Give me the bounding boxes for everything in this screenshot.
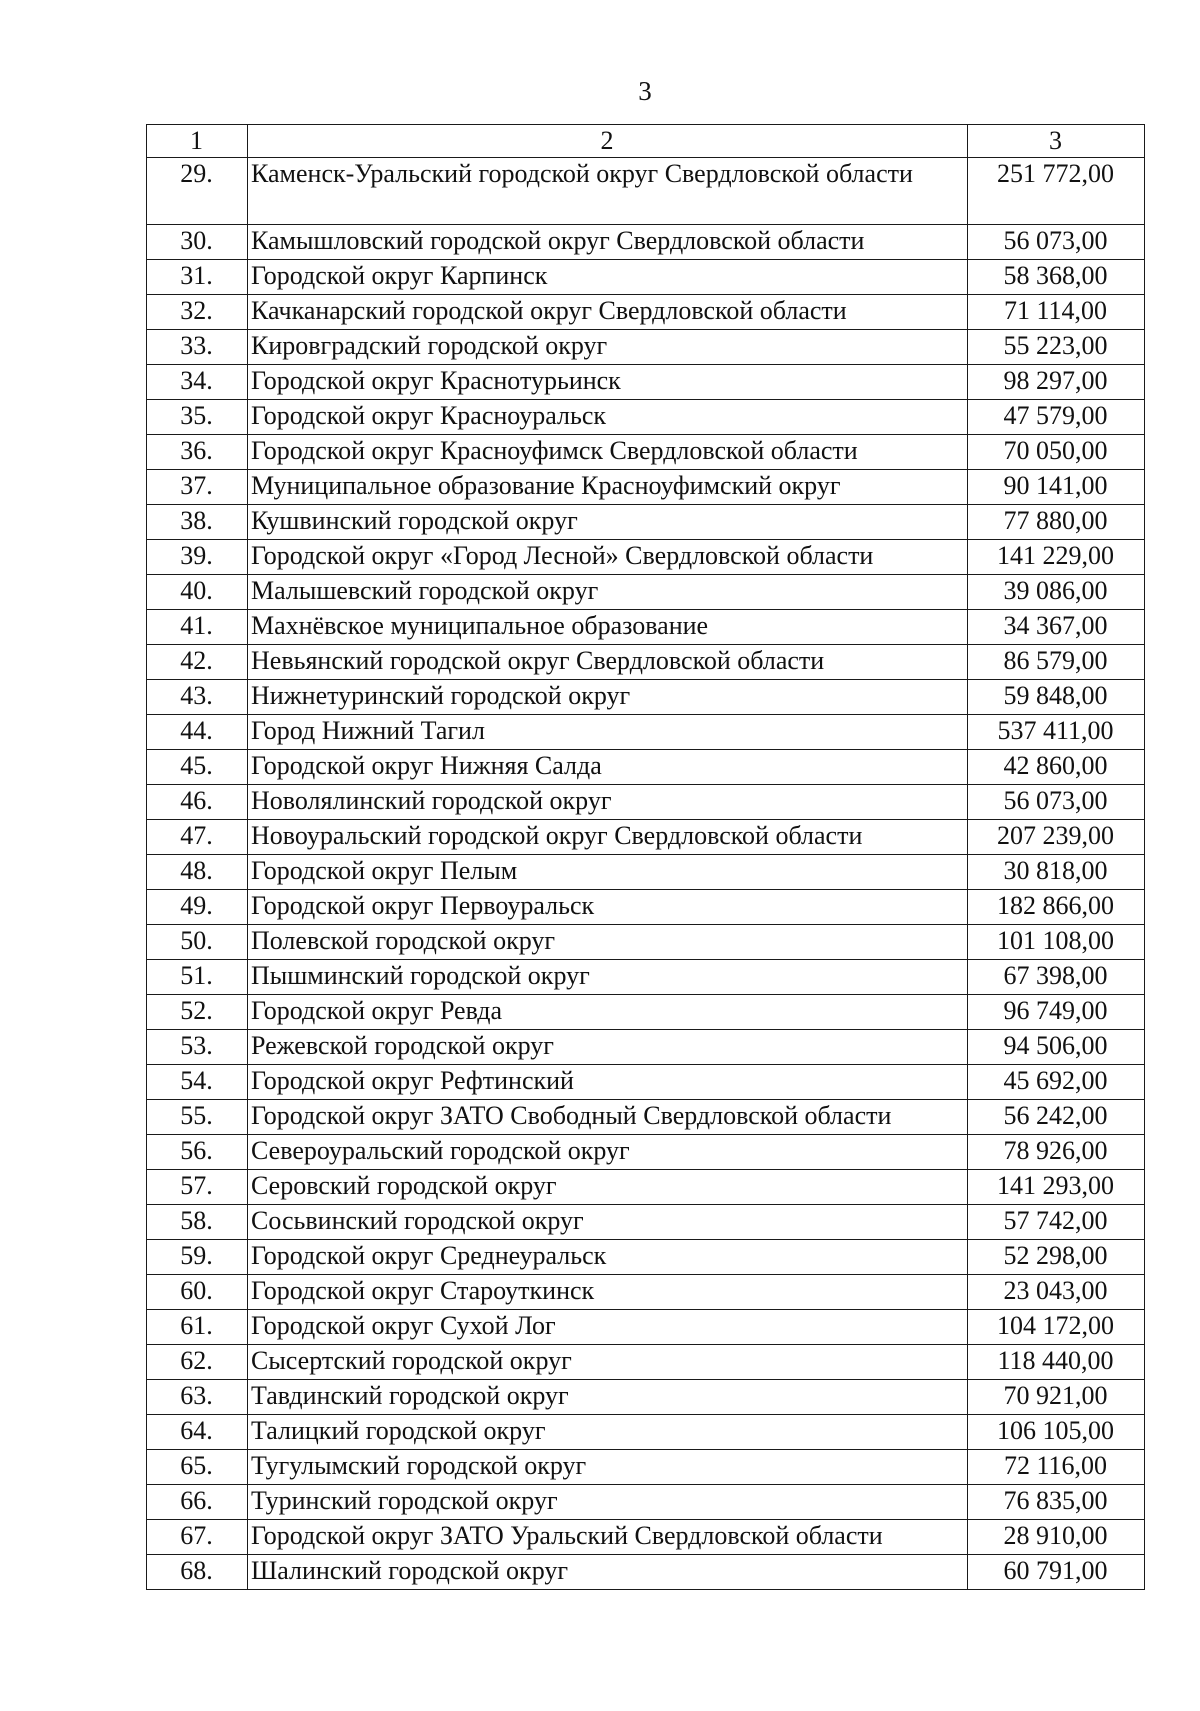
amount-value: 94 506,00 (968, 1030, 1145, 1065)
row-number: 53. (147, 1030, 248, 1065)
row-number: 36. (147, 435, 248, 470)
municipality-name: Шалинский городской округ (248, 1555, 968, 1590)
table-row (147, 540, 1145, 575)
row-number: 63. (147, 1380, 248, 1415)
municipality-name: Тавдинский городской округ (248, 1380, 968, 1415)
amount-value: 60 791,00 (968, 1555, 1145, 1590)
table-row (147, 295, 1145, 330)
amount-value: 106 105,00 (968, 1415, 1145, 1450)
amount-value: 76 835,00 (968, 1485, 1145, 1520)
amount-value: 182 866,00 (968, 890, 1145, 925)
municipality-name: Городской округ Пелым (248, 855, 968, 890)
municipality-name: Городской округ Сухой Лог (248, 1310, 968, 1345)
row-number: 31. (147, 260, 248, 295)
amount-value: 72 116,00 (968, 1450, 1145, 1485)
municipality-name: Кушвинский городской округ (248, 505, 968, 540)
row-number: 51. (147, 960, 248, 995)
table-row (147, 575, 1145, 610)
table-row (147, 260, 1145, 295)
municipality-name: Городской округ ЗАТО Свободный Свердловской области (248, 1100, 968, 1135)
municipality-name: Каменск-Уральский городской округ Свердловской области (248, 158, 968, 225)
municipality-name: Тугулымский городской округ (248, 1450, 968, 1485)
amount-value: 70 921,00 (968, 1380, 1145, 1415)
row-number: 43. (147, 680, 248, 715)
municipality-name: Городской округ Краснотурьинск (248, 365, 968, 400)
row-number: 54. (147, 1065, 248, 1100)
row-number: 55. (147, 1100, 248, 1135)
table-row (147, 820, 1145, 855)
amount-value: 58 368,00 (968, 260, 1145, 295)
header-cell-2: 2 (248, 125, 968, 158)
page-number: 3 (638, 76, 652, 106)
table-row (147, 1345, 1145, 1380)
amount-value: 42 860,00 (968, 750, 1145, 785)
row-number: 52. (147, 995, 248, 1030)
amount-value: 90 141,00 (968, 470, 1145, 505)
table-row (147, 400, 1145, 435)
amount-value: 56 073,00 (968, 785, 1145, 820)
row-number: 62. (147, 1345, 248, 1380)
row-number: 29. (147, 158, 248, 225)
row-number: 48. (147, 855, 248, 890)
row-number: 50. (147, 925, 248, 960)
amount-value: 45 692,00 (968, 1065, 1145, 1100)
amount-value: 39 086,00 (968, 575, 1145, 610)
row-number: 61. (147, 1310, 248, 1345)
header-cell-3: 3 (968, 125, 1145, 158)
row-number: 32. (147, 295, 248, 330)
amount-value: 56 073,00 (968, 225, 1145, 260)
municipality-name: Новолялинский городской округ (248, 785, 968, 820)
municipality-name: Город Нижний Тагил (248, 715, 968, 750)
amount-value: 141 229,00 (968, 540, 1145, 575)
amount-value: 98 297,00 (968, 365, 1145, 400)
amount-value: 251 772,00 (968, 158, 1145, 225)
table-row (147, 890, 1145, 925)
municipality-name: Талицкий городской округ (248, 1415, 968, 1450)
table-row (147, 330, 1145, 365)
row-number: 45. (147, 750, 248, 785)
municipality-name: Туринский городской округ (248, 1485, 968, 1520)
row-number: 56. (147, 1135, 248, 1170)
amount-value: 207 239,00 (968, 820, 1145, 855)
table-row (147, 785, 1145, 820)
row-number: 37. (147, 470, 248, 505)
table-row (147, 1100, 1145, 1135)
amount-value: 56 242,00 (968, 1100, 1145, 1135)
row-number: 58. (147, 1205, 248, 1240)
amount-value: 96 749,00 (968, 995, 1145, 1030)
municipality-name: Городской округ Первоуральск (248, 890, 968, 925)
table-row (147, 645, 1145, 680)
municipality-name: Городской округ Красноуральск (248, 400, 968, 435)
table-row (147, 1520, 1145, 1555)
table-row (147, 750, 1145, 785)
municipality-name: Городской округ ЗАТО Уральский Свердловской области (248, 1520, 968, 1555)
table-row (147, 470, 1145, 505)
municipality-name: Городской округ Староуткинск (248, 1275, 968, 1310)
amount-value: 78 926,00 (968, 1135, 1145, 1170)
row-number: 46. (147, 785, 248, 820)
municipality-name: Сосьвинский городской округ (248, 1205, 968, 1240)
amount-value: 59 848,00 (968, 680, 1145, 715)
amount-value: 141 293,00 (968, 1170, 1145, 1205)
amount-value: 34 367,00 (968, 610, 1145, 645)
row-number: 64. (147, 1415, 248, 1450)
table-row (147, 1485, 1145, 1520)
header-cell-1: 1 (147, 125, 248, 158)
amount-value: 52 298,00 (968, 1240, 1145, 1275)
municipality-name: Нижнетуринский городской округ (248, 680, 968, 715)
amount-value: 537 411,00 (968, 715, 1145, 750)
table-row (147, 505, 1145, 540)
table-row (147, 1275, 1145, 1310)
row-number: 40. (147, 575, 248, 610)
amount-value: 23 043,00 (968, 1275, 1145, 1310)
amount-value: 28 910,00 (968, 1520, 1145, 1555)
table-row (147, 1205, 1145, 1240)
row-number: 30. (147, 225, 248, 260)
table-row (147, 1555, 1145, 1590)
table-row (147, 225, 1145, 260)
row-number: 33. (147, 330, 248, 365)
row-number: 47. (147, 820, 248, 855)
amount-value: 55 223,00 (968, 330, 1145, 365)
municipality-name: Малышевский городской округ (248, 575, 968, 610)
municipality-name: Городской округ Карпинск (248, 260, 968, 295)
row-number: 34. (147, 365, 248, 400)
municipality-name: Городской округ Ревда (248, 995, 968, 1030)
municipality-name: Городской округ Красноуфимск Свердловской области (248, 435, 968, 470)
amount-value: 104 172,00 (968, 1310, 1145, 1345)
table-row (147, 1240, 1145, 1275)
amount-value: 71 114,00 (968, 295, 1145, 330)
row-number: 67. (147, 1520, 248, 1555)
table-row (147, 1135, 1145, 1170)
municipality-name: Пышминский городской округ (248, 960, 968, 995)
table-row (147, 995, 1145, 1030)
row-number: 68. (147, 1555, 248, 1590)
row-number: 41. (147, 610, 248, 645)
row-number: 44. (147, 715, 248, 750)
amount-value: 67 398,00 (968, 960, 1145, 995)
municipality-name: Полевской городской округ (248, 925, 968, 960)
municipality-name: Муниципальное образование Красноуфимский округ (248, 470, 968, 505)
table-row (147, 925, 1145, 960)
table-row (147, 1310, 1145, 1345)
header-row (147, 125, 1145, 158)
municipality-name: Городской округ «Город Лесной» Свердловской области (248, 540, 968, 575)
amount-value: 118 440,00 (968, 1345, 1145, 1380)
municipality-name: Невьянский городской округ Свердловской области (248, 645, 968, 680)
table-row (147, 1380, 1145, 1415)
row-number: 39. (147, 540, 248, 575)
amount-value: 70 050,00 (968, 435, 1145, 470)
table-row (147, 715, 1145, 750)
municipality-name: Городской округ Нижняя Салда (248, 750, 968, 785)
table-row (147, 960, 1145, 995)
row-number: 42. (147, 645, 248, 680)
municipality-name: Камышловский городской округ Свердловской области (248, 225, 968, 260)
municipality-name: Режевской городской округ (248, 1030, 968, 1065)
table-row (147, 610, 1145, 645)
row-number: 57. (147, 1170, 248, 1205)
table-row (147, 680, 1145, 715)
municipality-name: Сысертский городской округ (248, 1345, 968, 1380)
row-number: 38. (147, 505, 248, 540)
amount-value: 101 108,00 (968, 925, 1145, 960)
amount-value: 30 818,00 (968, 855, 1145, 890)
row-number: 35. (147, 400, 248, 435)
amount-value: 47 579,00 (968, 400, 1145, 435)
municipality-name: Махнёвское муниципальное образование (248, 610, 968, 645)
amount-value: 57 742,00 (968, 1205, 1145, 1240)
table-row (147, 1170, 1145, 1205)
municipality-name: Городской округ Среднеуральск (248, 1240, 968, 1275)
municipality-name: Городской округ Рефтинский (248, 1065, 968, 1100)
table-row (147, 435, 1145, 470)
row-number: 60. (147, 1275, 248, 1310)
municipality-name: Качканарский городской округ Свердловской области (248, 295, 968, 330)
table-row (147, 1450, 1145, 1485)
row-number: 49. (147, 890, 248, 925)
table-row (147, 855, 1145, 890)
row-number: 66. (147, 1485, 248, 1520)
table-row (147, 158, 1145, 225)
municipality-name: Новоуральский городской округ Свердловской области (248, 820, 968, 855)
amount-value: 77 880,00 (968, 505, 1145, 540)
row-number: 59. (147, 1240, 248, 1275)
amount-value: 86 579,00 (968, 645, 1145, 680)
table-body (147, 158, 1145, 1590)
municipality-name: Кировградский городской округ (248, 330, 968, 365)
table-row (147, 365, 1145, 400)
municipality-name: Североуральский городской округ (248, 1135, 968, 1170)
row-number: 65. (147, 1450, 248, 1485)
table-row (147, 1065, 1145, 1100)
allocation-table (146, 124, 1145, 1590)
table-row (147, 1415, 1145, 1450)
table-row (147, 1030, 1145, 1065)
municipality-name: Серовский городской округ (248, 1170, 968, 1205)
